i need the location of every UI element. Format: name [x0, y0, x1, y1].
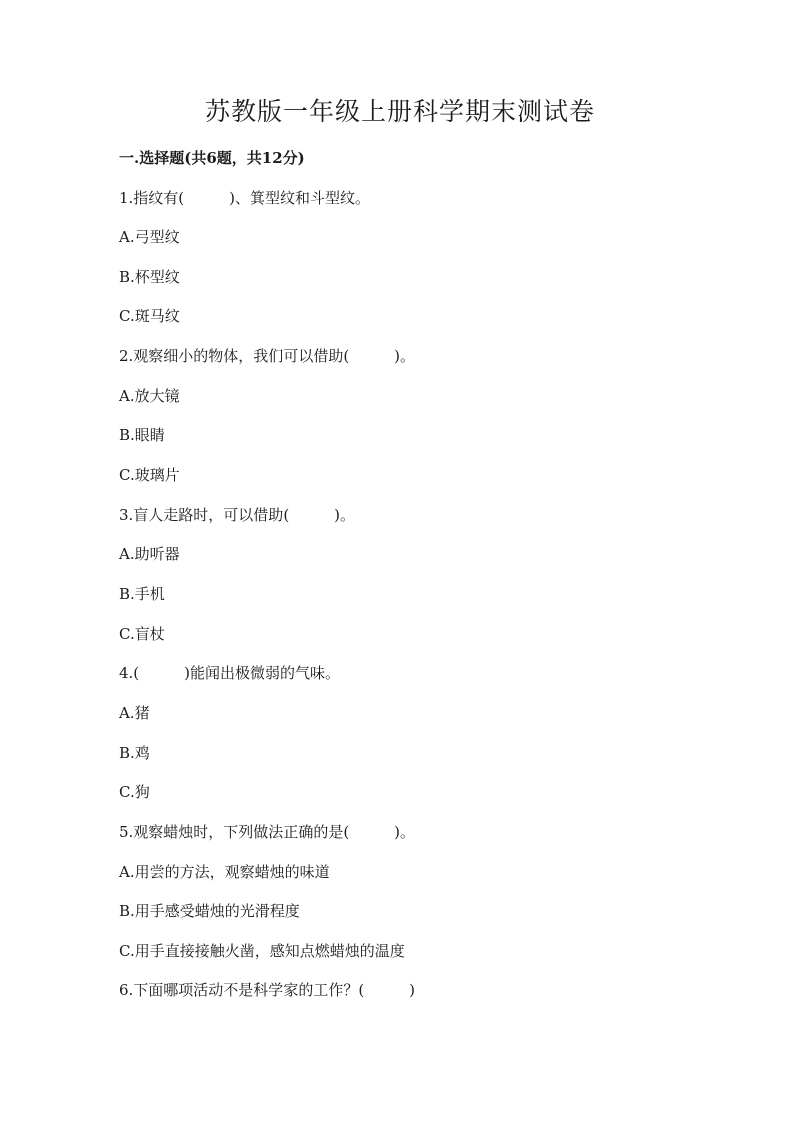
question-1-option-a: A.弓型纹: [119, 228, 180, 246]
question-4-option-b: B.鸡: [119, 744, 150, 762]
section-heading: 一.选择题(共6题，共12分): [119, 149, 305, 167]
page-title: 苏教版一年级上册科学期末测试卷: [204, 97, 595, 126]
question-3-option-c: C.盲杖: [119, 625, 165, 643]
question-5-option-a: A.用尝的方法，观察蜡烛的味道: [119, 863, 330, 881]
question-3-option-a: A.助听器: [119, 545, 180, 563]
question-5-option-c: C.用手直接接触火凿，感知点燃蜡烛的温度: [119, 942, 405, 960]
question-5-stem: 5.观察蜡烛时，下列做法正确的是( )。: [119, 823, 416, 841]
question-3-stem: 3.盲人走路时，可以借助( )。: [119, 506, 356, 524]
question-6-stem: 6.下面哪项活动不是科学家的工作？( ): [119, 981, 416, 999]
question-4-option-c: C.狗: [119, 783, 150, 801]
question-1-option-c: C.斑马纹: [119, 307, 180, 325]
question-2-option-c: C.玻璃片: [119, 466, 180, 484]
question-2-option-b: B.眼睛: [119, 426, 165, 444]
question-4-stem: 4.( )能闻出极微弱的气味。: [119, 664, 341, 682]
question-5-option-b: B.用手感受蜡烛的光滑程度: [119, 902, 300, 920]
question-1-option-b: B.杯型纹: [119, 268, 180, 286]
question-2-option-a: A.放大镜: [119, 387, 180, 405]
question-2-stem: 2.观察细小的物体，我们可以借助( )。: [119, 347, 416, 365]
question-3-option-b: B.手机: [119, 585, 165, 603]
question-4-option-a: A.猪: [119, 704, 150, 722]
question-1-stem: 1.指纹有( )、箕型纹和斗型纹。: [119, 189, 371, 207]
